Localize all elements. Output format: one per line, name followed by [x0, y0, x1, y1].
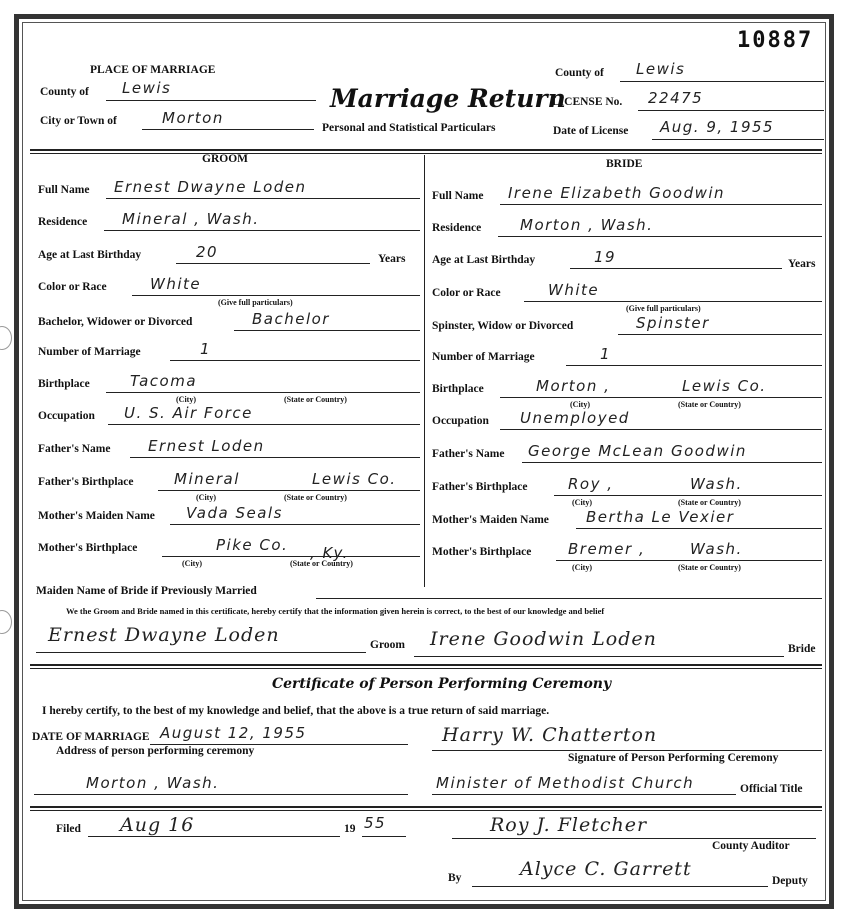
ceremony-statement: I hereby certify, to the best of my knowledge and belief, that the above is a true return of said marriage.	[42, 705, 550, 717]
bride-mother-name: Bertha Le Vexier	[586, 508, 735, 526]
groom-status: Bachelor	[252, 310, 330, 328]
groom-number-of-marriage: 1	[200, 340, 212, 358]
date-of-marriage-value: August 12, 1955	[160, 724, 307, 742]
groom-occupation-label: Occupation	[38, 410, 95, 422]
bride-birthplace-state: Lewis Co.	[682, 377, 767, 395]
groom-mother-state-caption: (State or Country)	[290, 559, 353, 568]
bride-number-of-marriage: 1	[600, 345, 612, 363]
groom-occupation: U. S. Air Force	[124, 404, 253, 422]
filed-year-prefix: 19	[344, 823, 356, 835]
right-county-label: County of	[555, 67, 604, 79]
groom-birthplace-city-caption: (City)	[176, 395, 196, 404]
bride-father-birthplace-city: Roy ,	[568, 475, 614, 493]
groom-number-of-marriage-label: Number of Marriage	[38, 346, 141, 358]
groom-heading: GROOM	[202, 153, 248, 165]
city-value: Morton	[162, 109, 224, 127]
bride-signature: Irene Goodwin Loden	[430, 628, 657, 650]
date-of-marriage-label: DATE OF MARRIAGE	[32, 731, 150, 743]
groom-father-birthplace-state: Lewis Co.	[312, 470, 397, 488]
bride-full-name-label: Full Name	[432, 190, 484, 202]
ceremony-title: Certificate of Person Performing Ceremony	[272, 676, 612, 692]
filed-year-suffix: 55	[364, 814, 387, 832]
bride-father-city-caption: (City)	[572, 498, 592, 507]
punch-hole	[0, 610, 12, 634]
groom-birthplace-label: Birthplace	[38, 378, 90, 390]
bride-birthplace-state-caption: (State or Country)	[678, 400, 741, 409]
bride-father-name: George McLean Goodwin	[528, 442, 747, 460]
bride-full-name: Irene Elizabeth Goodwin	[508, 184, 726, 202]
license-value: 22475	[648, 89, 704, 107]
groom-father-name: Ernest Loden	[148, 437, 265, 455]
city-label: City or Town of	[40, 115, 117, 127]
bride-status-label: Spinster, Widow or Divorced	[432, 320, 574, 332]
groom-mother-label: Mother's Maiden Name	[38, 510, 155, 522]
bride-birthplace-label: Birthplace	[432, 383, 484, 395]
deputy-signature: Alyce C. Garrett	[520, 858, 692, 880]
bride-mother-birthplace-label: Mother's Birthplace	[432, 546, 532, 558]
certification-statement: We the Groom and Bride named in this certificate, hereby certify that the information given herein is correct, to the best of our knowledge and belief	[66, 606, 605, 616]
maiden-name-label: Maiden Name of Bride if Previously Married	[36, 585, 257, 597]
filed-label: Filed	[56, 823, 81, 835]
groom-father-birthplace-city: Mineral	[174, 470, 240, 488]
bride-father-birthplace-state: Wash.	[690, 475, 743, 493]
bride-number-of-marriage-label: Number of Marriage	[432, 351, 535, 363]
groom-give-full-caption: (Give full particulars)	[218, 298, 293, 307]
bride-status: Spinster	[636, 314, 710, 332]
groom-race-label: Color or Race	[38, 281, 107, 293]
bride-race-label: Color or Race	[432, 287, 501, 299]
groom-race: White	[150, 275, 202, 293]
groom-father-birthplace-label: Father's Birthplace	[38, 476, 134, 488]
official-title-value: Minister of Methodist Church	[436, 774, 695, 792]
place-of-marriage-label: PLACE OF MARRIAGE	[90, 64, 216, 76]
groom-status-label: Bachelor, Widower or Divorced	[38, 316, 193, 328]
groom-full-name-label: Full Name	[38, 184, 90, 196]
bride-signature-label: Bride	[788, 643, 816, 655]
bride-years-label: Years	[788, 258, 816, 270]
right-county-value: Lewis	[636, 60, 686, 78]
county-value: Lewis	[122, 79, 172, 97]
bride-mother-city-caption: (City)	[572, 563, 592, 572]
bride-father-birthplace-label: Father's Birthplace	[432, 481, 528, 493]
bride-residence-label: Residence	[432, 222, 482, 234]
officiant-address-label: Address of person performing ceremony	[56, 745, 255, 757]
bride-age-label: Age at Last Birthday	[432, 254, 536, 266]
bride-birthplace-city: Morton ,	[536, 377, 611, 395]
bride-occupation-label: Occupation	[432, 415, 489, 427]
bride-mother-label: Mother's Maiden Name	[432, 514, 549, 526]
groom-years-label: Years	[378, 253, 406, 265]
bride-mother-birthplace-state: Wash.	[690, 540, 743, 558]
groom-father-city-caption: (City)	[196, 493, 216, 502]
groom-father-state-caption: (State or Country)	[284, 493, 347, 502]
official-title-label: Official Title	[740, 783, 803, 795]
bride-father-state-caption: (State or Country)	[678, 498, 741, 507]
date-of-license-label: Date of License	[553, 125, 629, 137]
license-label: LICENSE No.	[552, 96, 623, 108]
officiant-signature: Harry W. Chatterton	[442, 724, 658, 746]
officiant-address-value: Morton , Wash.	[86, 774, 220, 792]
groom-full-name: Ernest Dwayne Loden	[114, 178, 307, 196]
date-of-license-value: Aug. 9, 1955	[660, 118, 775, 136]
county-label: County of	[40, 86, 89, 98]
bride-father-label: Father's Name	[432, 448, 505, 460]
by-label: By	[448, 872, 462, 884]
groom-father-label: Father's Name	[38, 443, 111, 455]
groom-mother-birthplace-city: Pike Co.	[216, 536, 289, 554]
punch-hole	[0, 326, 12, 350]
groom-mother-birthplace-state: , Ky.	[310, 544, 349, 562]
groom-mother-birthplace-label: Mother's Birthplace	[38, 542, 138, 554]
bride-age: 19	[594, 248, 617, 266]
bride-mother-birthplace-city: Bremer ,	[568, 540, 646, 558]
groom-residence-label: Residence	[38, 216, 88, 228]
county-auditor-signature: Roy J. Fletcher	[490, 814, 648, 836]
groom-age: 20	[196, 243, 219, 261]
county-auditor-label: County Auditor	[712, 840, 790, 852]
bride-mother-state-caption: (State or Country)	[678, 563, 741, 572]
bride-residence: Morton , Wash.	[520, 216, 654, 234]
officiant-signature-label: Signature of Person Performing Ceremony	[568, 752, 779, 764]
bride-heading: BRIDE	[606, 158, 643, 170]
groom-mother-city-caption: (City)	[182, 559, 202, 568]
filed-date: Aug 16	[120, 814, 195, 836]
groom-signature: Ernest Dwayne Loden	[48, 624, 280, 646]
groom-birthplace-state-caption: (State or Country)	[284, 395, 347, 404]
groom-signature-label: Groom	[370, 639, 405, 651]
document-title: Marriage Return	[330, 84, 566, 113]
groom-residence: Mineral , Wash.	[122, 210, 260, 228]
deputy-label: Deputy	[772, 875, 808, 887]
bride-occupation: Unemployed	[520, 409, 630, 427]
bride-race: White	[548, 281, 600, 299]
bride-birthplace-city-caption: (City)	[570, 400, 590, 409]
bride-give-full-caption: (Give full particulars)	[626, 304, 701, 313]
groom-age-label: Age at Last Birthday	[38, 249, 142, 261]
document-number: 10887	[737, 28, 814, 53]
document-subtitle: Personal and Statistical Particulars	[322, 122, 496, 134]
groom-mother-name: Vada Seals	[186, 504, 283, 522]
groom-birthplace-city: Tacoma	[130, 372, 198, 390]
